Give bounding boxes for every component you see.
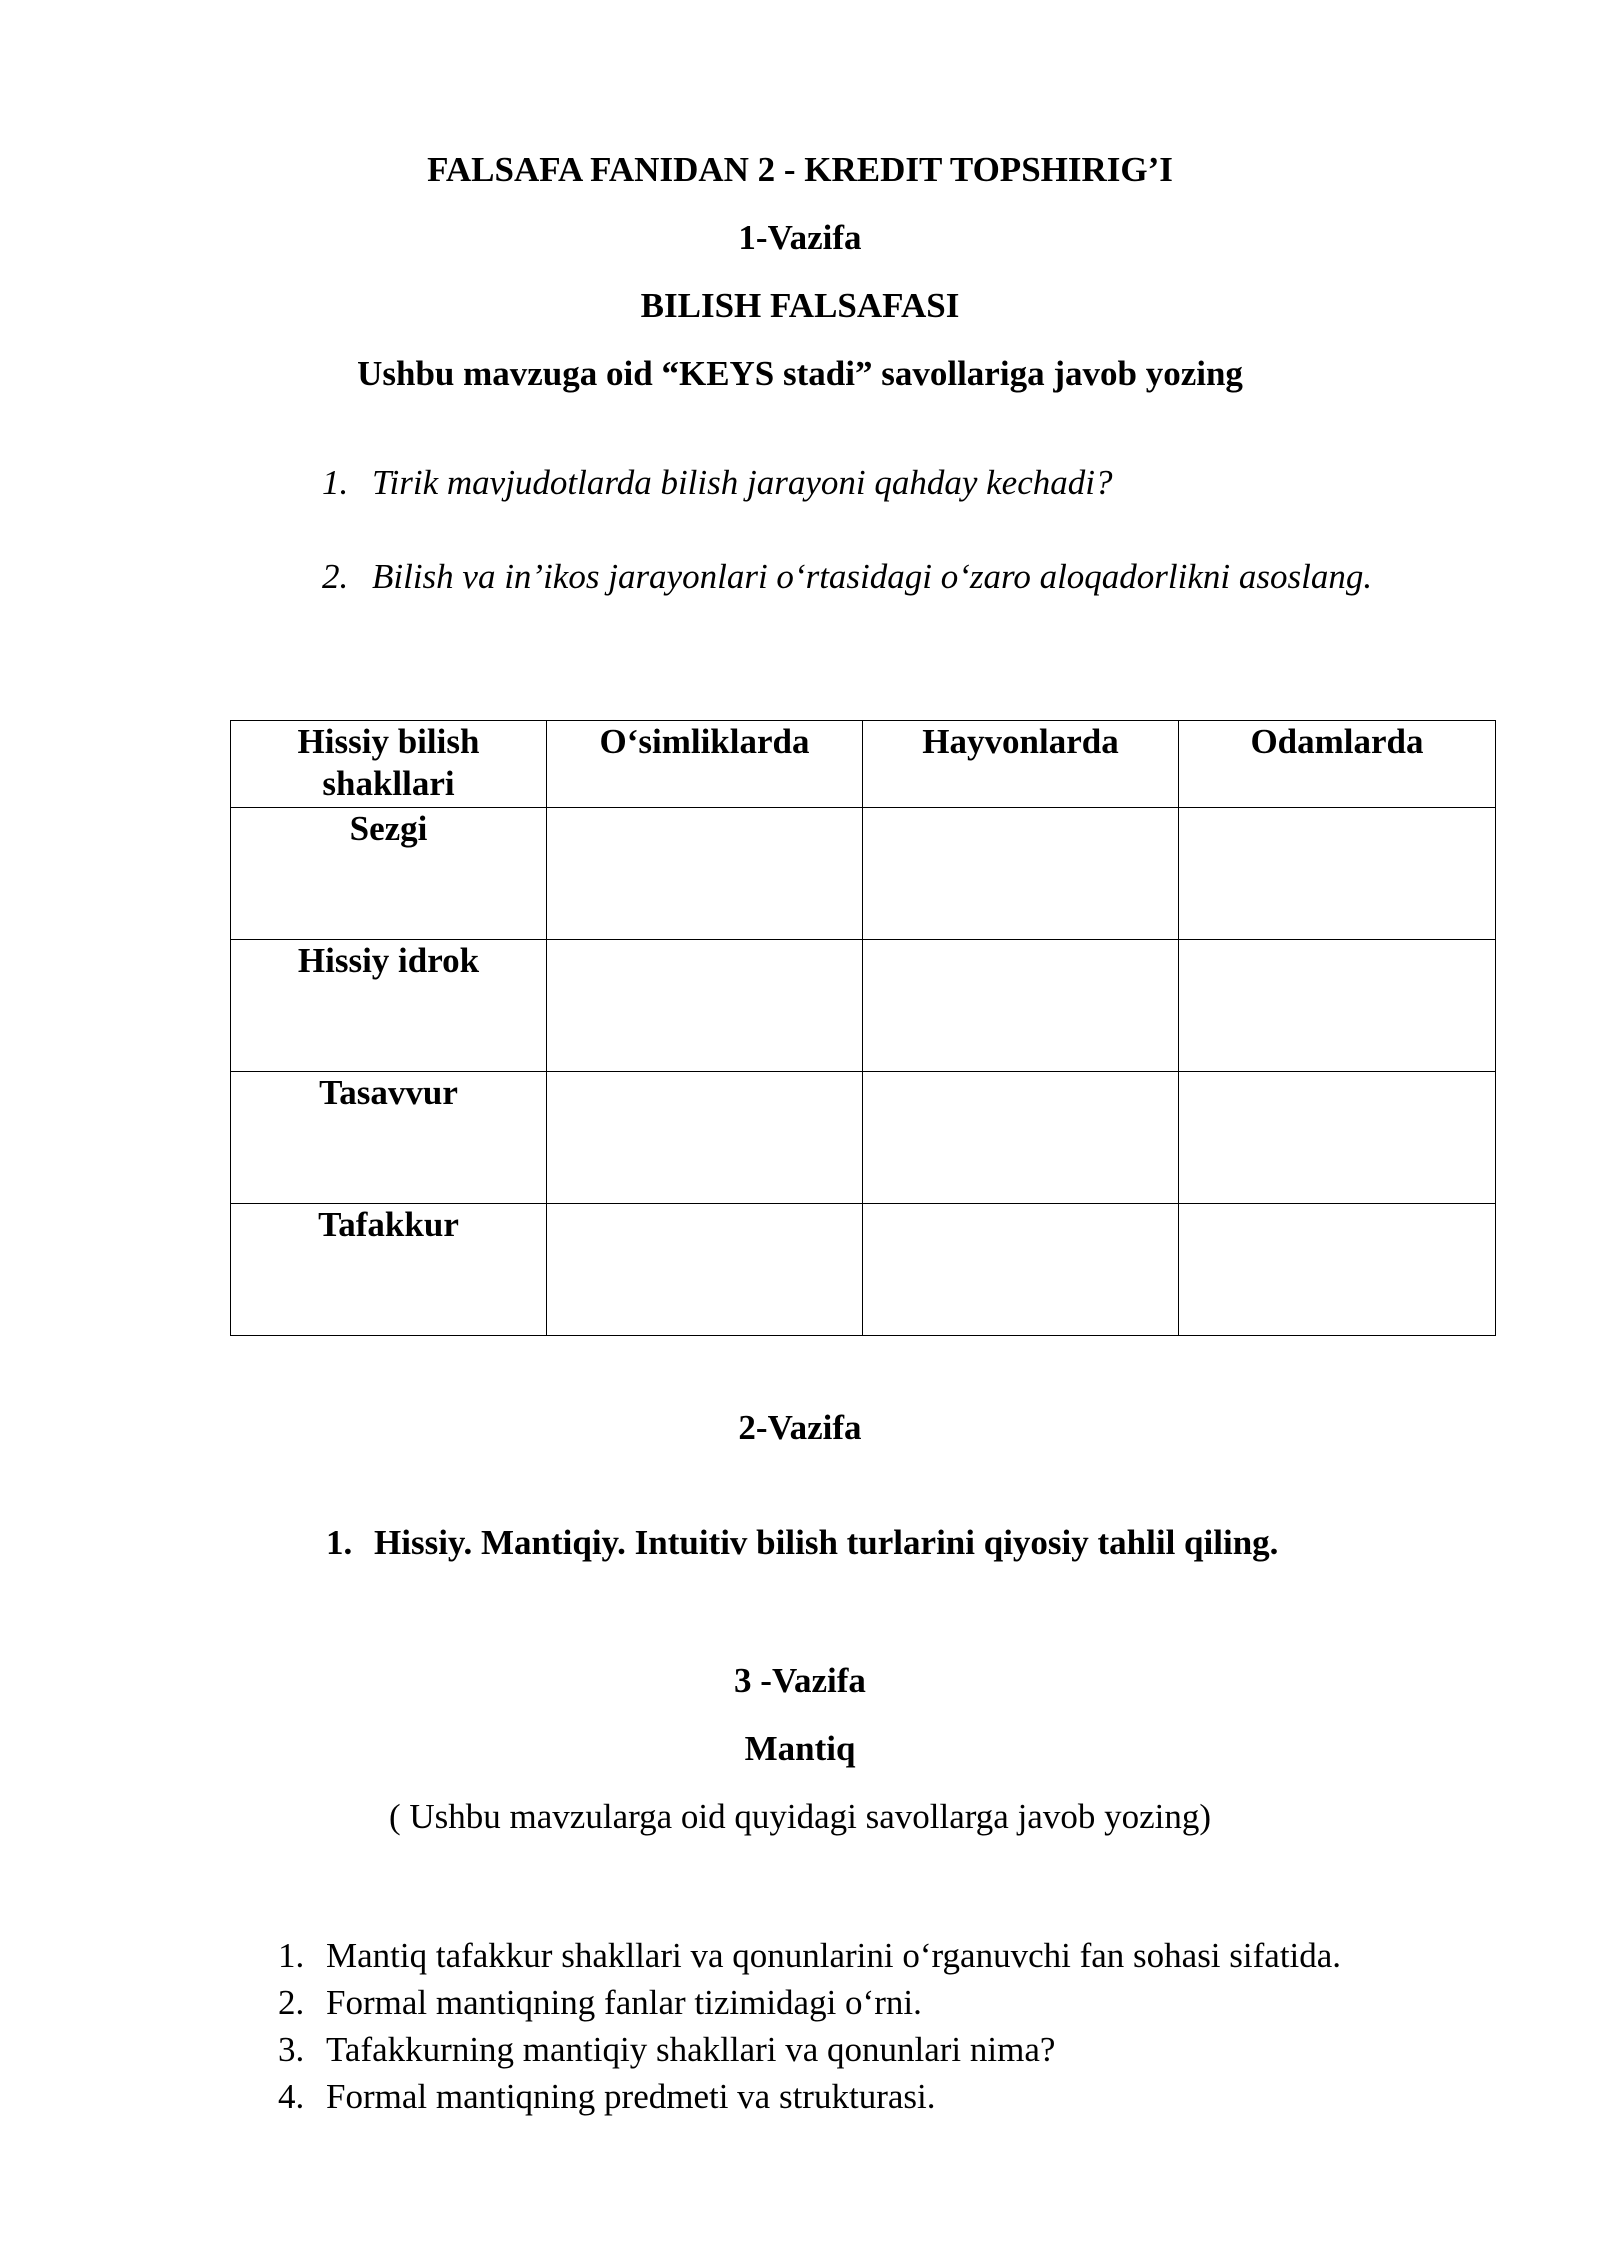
answer-cell[interactable] xyxy=(547,808,863,940)
row-label-cell xyxy=(231,1072,547,1204)
task3-heading: 3 -Vazifa xyxy=(734,1661,866,1700)
list-item-number: 2. xyxy=(278,1983,305,2022)
table-row xyxy=(231,1072,1496,1204)
answer-cell[interactable] xyxy=(863,940,1179,1072)
table-header-text: O‘simliklarda xyxy=(599,722,810,761)
row-label: Tafakkur xyxy=(318,1205,459,1244)
task2-item xyxy=(326,1523,1278,1563)
row-label-cell xyxy=(231,808,547,940)
list-item-number: 4. xyxy=(278,2077,305,2116)
task1-instruction: Ushbu mavzuga oid “KEYS stadi” savollariga javob yozing xyxy=(357,354,1243,393)
list-item-text: Tafakkurning mantiqiy shakllari va qonunlari nima? xyxy=(326,2030,1056,2069)
answer-cell[interactable] xyxy=(1179,940,1496,1072)
table-row xyxy=(231,1204,1496,1336)
table-header-cell xyxy=(863,721,1179,808)
answer-cell[interactable] xyxy=(863,1072,1179,1204)
task2-item-text: Hissiy. Mantiqiy. Intuitiv bilish turlarini qiyosiy tahlil qiling. xyxy=(374,1523,1279,1562)
answer-cell[interactable] xyxy=(863,808,1179,940)
table-header-cell xyxy=(547,721,863,808)
list-item-text: Mantiq tafakkur shakllari va qonunlarini o‘rganuvchi fan sohasi sifatida. xyxy=(326,1936,1342,1975)
task2-item-number: 1. xyxy=(326,1523,353,1562)
sensory-knowledge-table xyxy=(230,720,1496,1336)
row-label: Sezgi xyxy=(349,809,428,848)
row-label-cell xyxy=(231,940,547,1072)
answer-cell[interactable] xyxy=(547,940,863,1072)
table-header-row xyxy=(231,721,1496,808)
answer-cell[interactable] xyxy=(547,1204,863,1336)
answer-cell[interactable] xyxy=(1179,1204,1496,1336)
task3-instruction: ( Ushbu mavzularga oid quyidagi savollarga javob yozing) xyxy=(389,1797,1211,1836)
question-1 xyxy=(322,463,1112,503)
list-item-number: 1. xyxy=(278,1936,305,1975)
answer-cell[interactable] xyxy=(547,1072,863,1204)
question-number: 2. xyxy=(322,557,349,596)
answer-cell[interactable] xyxy=(1179,1072,1496,1204)
list-item-text: Formal mantiqning predmeti va strukturasi. xyxy=(326,2077,936,2116)
list-item xyxy=(278,1979,1341,2026)
list-item-number: 3. xyxy=(278,2030,305,2069)
question-text: Bilish va in’ikos jarayonlari o‘rtasidagi o‘zaro aloqadorlikni asoslang. xyxy=(372,557,1373,596)
list-item xyxy=(278,2026,1341,2073)
table-header-cell xyxy=(1179,721,1496,808)
row-label: Hissiy idrok xyxy=(297,941,480,980)
answer-cell[interactable] xyxy=(1179,808,1496,940)
row-label-cell xyxy=(231,1204,547,1336)
list-item-text: Formal mantiqning fanlar tizimidagi o‘rni. xyxy=(326,1983,922,2022)
question-text: Tirik mavjudotlarda bilish jarayoni qahday kechadi? xyxy=(372,463,1113,502)
task1-heading: 1-Vazifa xyxy=(738,218,862,257)
table-row xyxy=(231,808,1496,940)
task2-heading: 2-Vazifa xyxy=(738,1408,862,1447)
list-item xyxy=(278,1932,1341,1979)
table-header-cell xyxy=(231,721,547,808)
table-header-text: Hissiy bilish shakllari xyxy=(297,722,480,803)
task3-topic: Mantiq xyxy=(744,1729,856,1768)
list-item xyxy=(278,2073,1341,2120)
document-title: FALSAFA FANIDAN 2 - KREDIT TOPSHIRIG’I xyxy=(427,150,1173,189)
table-row xyxy=(231,940,1496,1072)
row-label: Tasavvur xyxy=(319,1073,458,1112)
table-header-text: Odamlarda xyxy=(1250,722,1424,761)
table-header-text: Hayvonlarda xyxy=(922,722,1119,761)
question-number: 1. xyxy=(322,463,349,502)
question-2 xyxy=(322,557,1372,597)
topic1-heading: BILISH FALSAFASI xyxy=(640,286,960,325)
task3-question-list xyxy=(278,1932,1341,2120)
answer-cell[interactable] xyxy=(863,1204,1179,1336)
